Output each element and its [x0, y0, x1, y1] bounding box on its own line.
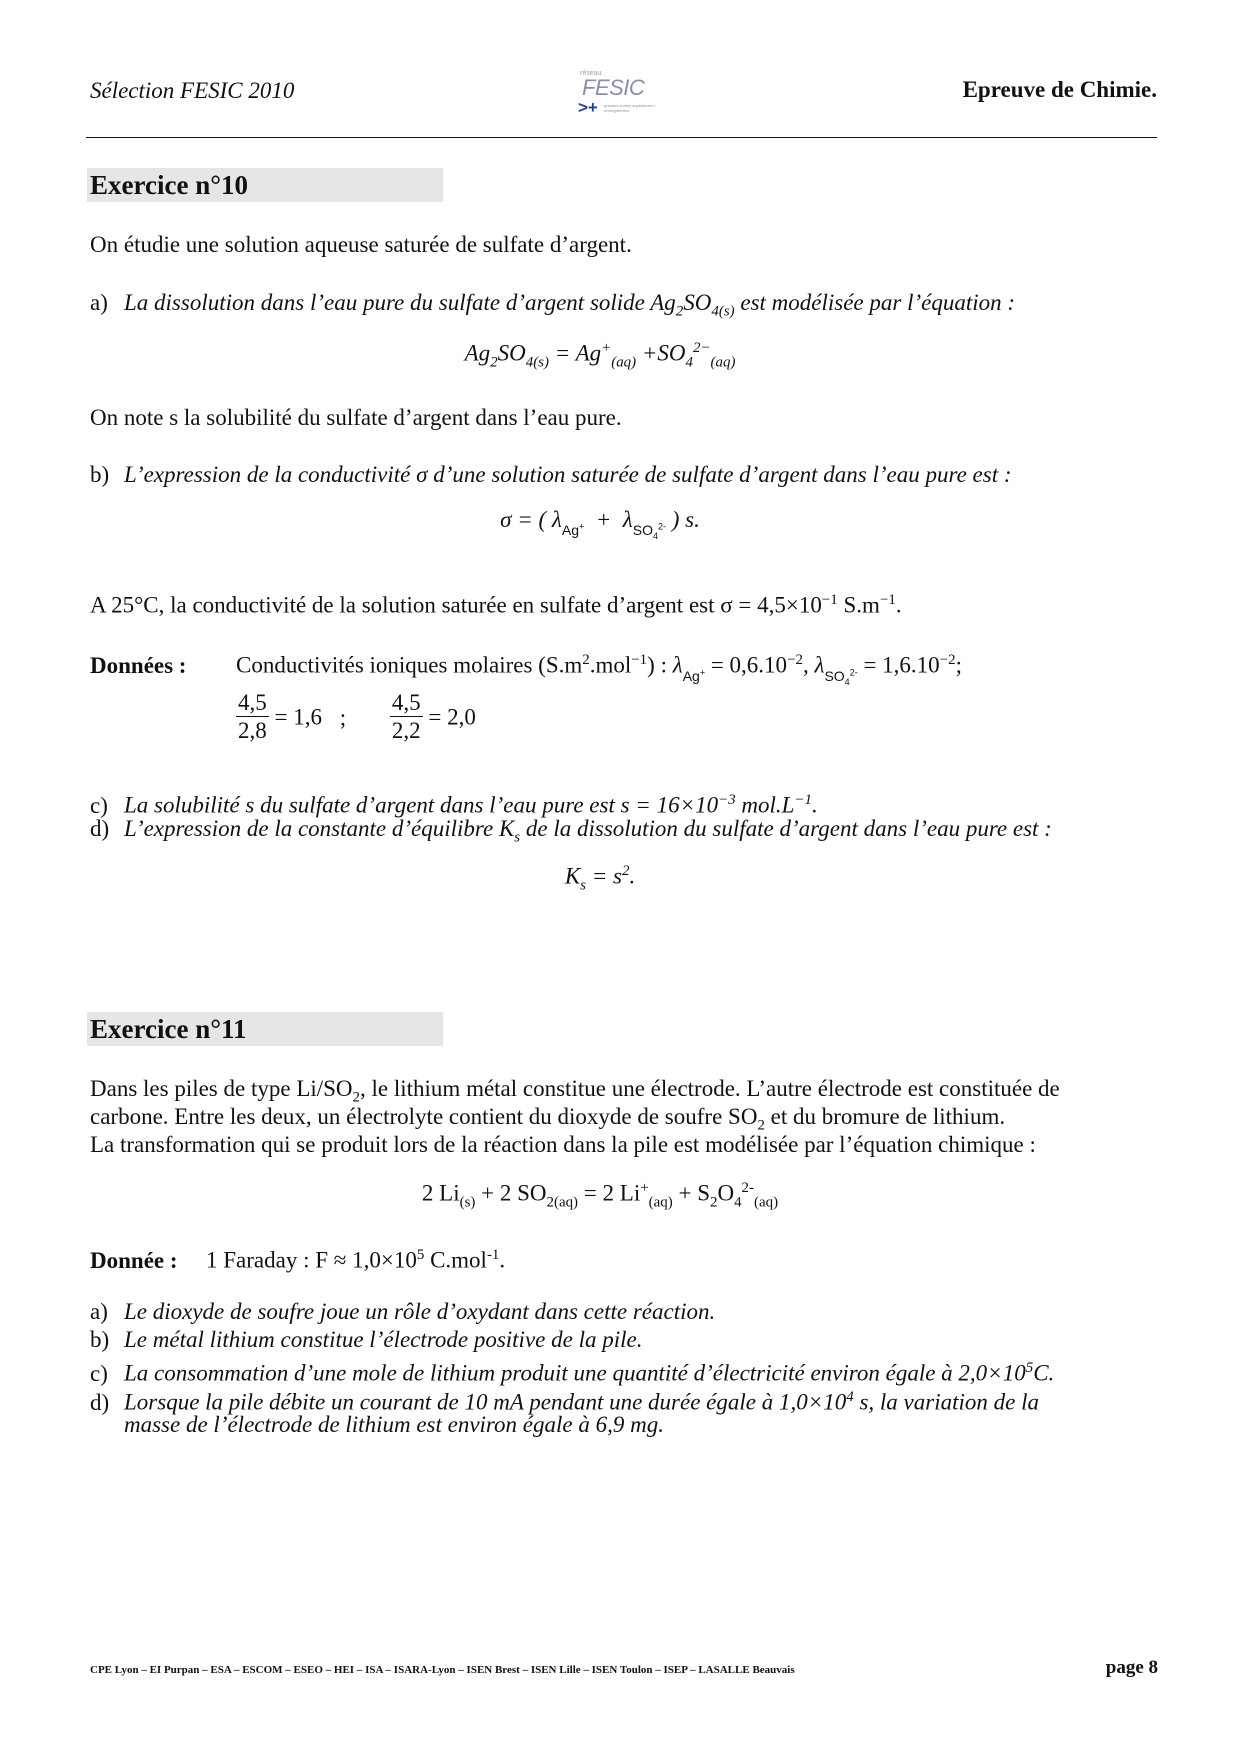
- ex10-question-a: a) La dissolution dans l’eau pure du sulfate d’argent solide $Ag_2SO_{4(s)}$ est modélisée par l’équation :: [90, 290, 1016, 320]
- logo-text: FESIC: [582, 75, 645, 100]
- question-label: d): [90, 816, 110, 841]
- exercise-11-title: Exercice n°11: [90, 1014, 247, 1044]
- ex10-conductivity-value: A 25°C, la conductivité de la solution saturée en sulfate d’argent est $\sigma = 4,5\times 10^{-1}$ $S.m^{-1}$.: [90, 592, 902, 618]
- header-divider: [86, 137, 1157, 138]
- question-label: d): [90, 1389, 110, 1415]
- ex10-fractions: $\frac{4,5}{2,8}$ = 1,6 ; $\frac{4,5}{2,2}$ = 2,0: [238, 690, 476, 743]
- ex10-note-s: On note s la solubilité du sulfate d’argent dans l’eau pure.: [90, 405, 622, 430]
- question-label: c): [90, 792, 108, 818]
- question-label: b): [90, 462, 110, 487]
- exercise-11-heading: [87, 1012, 443, 1046]
- ex11-paragraph-line-1: Dans les piles de type $Li/SO_2$, le lithium métal constitue une électrode. L’autre électrode est constituée de: [90, 1076, 1060, 1106]
- question-label: a): [90, 290, 108, 315]
- ex11-question-d: d) Lorsque la pile débite un courant de 10 mA pendant une durée égale à $1,0\times 10^4$ s, la variation de la: [90, 1389, 1039, 1415]
- logo-small-text: réseau: [580, 70, 602, 77]
- ex10-intro: On étudie une solution aqueuse saturée de sulfate d’argent.: [90, 232, 632, 257]
- question-label: c): [90, 1360, 108, 1386]
- ex10-data: Données : Conductivités ioniques molaires $(S.m^2.mol^{-1})$ : $\lambda_{Ag^+} = 0,6.10^{-2}$, $\lambda_{SO_4^{2-}} = 1,6.10^{-2}$;: [90, 652, 962, 687]
- fraction-1: $\frac{4,5}{2,8}$: [238, 690, 267, 743]
- ex10-dissolution-equation: $Ag_2SO_{4(s)} = Ag^+_{(aq)} +SO_4^{2-}_{(aq)}$: [464, 340, 736, 371]
- ex11-question-d-continued: masse de l’électrode de lithium est environ égale à 6,9 mg.: [124, 1412, 664, 1437]
- ex10-question-d: d) L’expression de la constante d’équilibre $K_s$ de la dissolution du sulfate d’argent dans l’eau pure est :: [90, 816, 1052, 846]
- logo-tagline: grandes écoles supérieures • enseignement: [604, 103, 656, 113]
- ex11-question-c: c) La consommation d’une mole de lithium produit une quantité d’électricité environ égale à $2,0\times 10^5C$.: [90, 1360, 1055, 1386]
- exercise-10-title: Exercice n°10: [90, 170, 249, 200]
- question-label: a): [90, 1299, 108, 1324]
- footer-schools: CPE Lyon – EI Purpan – ESA – ESCOM – ESEO – HEI – ISA – ISARA-Lyon – ISEN Brest – ISEN Lille – ISEN Toulon – ISEP – LASALLE Beauvais: [90, 1664, 795, 1676]
- header-left: Sélection FESIC 2010: [90, 78, 295, 103]
- fesic-logo: [568, 72, 678, 120]
- ex10-question-c: c) La solubilité s du sulfate d’argent dans l’eau pure est $s = 16\times 10^{-3}$ $mol.L^{-1}$.: [90, 792, 818, 818]
- ex11-paragraph-line-2: carbone. Entre les deux, un électrolyte contient du dioxyde de soufre $SO_2$ et du bromure de lithium.: [90, 1104, 1006, 1134]
- ex10-question-b: b) L’expression de la conductivité σ d’une solution saturée de sulfate d’argent dans l’eau pure est :: [90, 462, 1012, 487]
- donnees-label: Données :: [90, 652, 187, 678]
- ex10-conductivity-formula: σ = ( $\lambda_{Ag^+} + \lambda_{SO_4^{2-}}$ ) s.: [500, 507, 700, 541]
- ex11-data: Donnée : 1 Faraday : $F \approx 1,0\times 10^5$ C.mol$^{-1}$.: [90, 1247, 506, 1273]
- ex10-ks-formula: $K_s = s^2$.: [564, 863, 636, 894]
- page-number: page 8: [1105, 1657, 1158, 1678]
- logo-arrow-icon: >+: [578, 98, 598, 117]
- ex11-paragraph-line-3: La transformation qui se produit lors de la réaction dans la pile est modélisée par l’équation chimique :: [90, 1132, 1036, 1157]
- question-label: b): [90, 1327, 110, 1352]
- donnee-label: Donnée :: [90, 1247, 178, 1273]
- ex11-question-b: b) Le métal lithium constitue l’électrode positive de la pile.: [90, 1327, 643, 1352]
- fraction-2: $\frac{4,5}{2,2}$: [391, 690, 421, 743]
- header-right: Epreuve de Chimie.: [962, 77, 1157, 102]
- ex11-question-a: a) Le dioxyde de soufre joue un rôle d’oxydant dans cette réaction.: [90, 1299, 716, 1324]
- ex11-reaction-equation: 2 $Li_{(s)} + 2$ $SO_{2(aq)} = 2$ $Li^+_{(aq)} + S_2O_4^{2-}_{(aq)}$: [421, 1180, 779, 1211]
- exercise-10-heading: [87, 168, 443, 202]
